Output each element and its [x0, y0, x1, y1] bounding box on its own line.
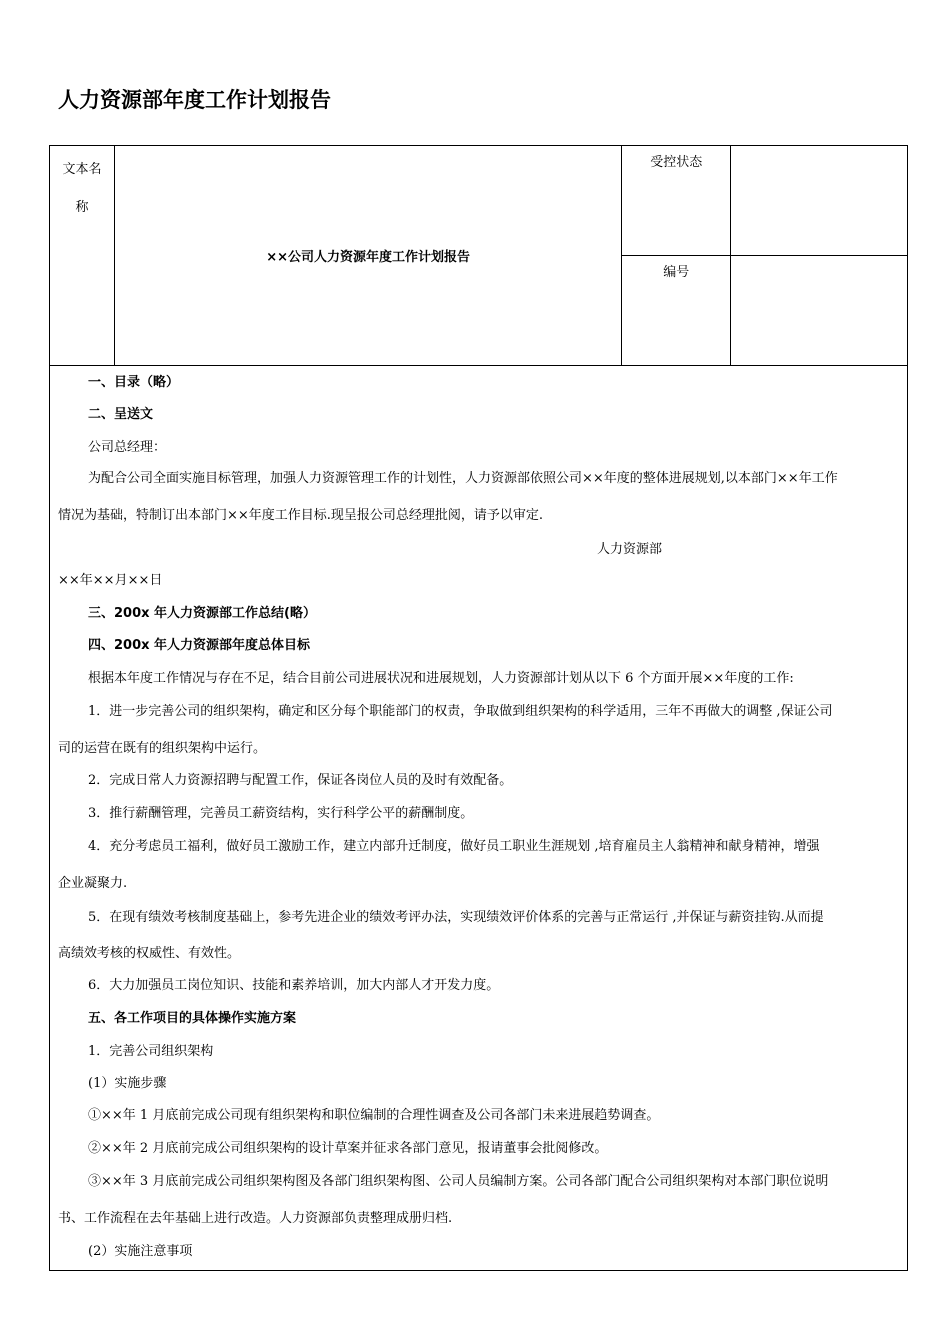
heading-toc: 一、目录（略）	[88, 375, 180, 390]
control-status-label-cell	[622, 146, 731, 256]
paragraph-line: 根据本年度工作情况与存在不足，结合目前公司进展状况和进展规划，人力资源部计划从以下 6 个方面开展××年度的工作:	[88, 671, 794, 686]
goal-item: 3．推行薪酬管理，完善员工薪资结构，实行科学公平的薪酬制度。	[88, 806, 474, 821]
goal-item: 1．进一步完善公司的组织架构，确定和区分每个职能部门的权责，争取做到组织架构的科学适用，三年不再做大的调整 ,保证公司	[88, 704, 833, 719]
heading-submission: 二、呈送文	[88, 407, 154, 422]
subheading: (1）实施步骤	[88, 1076, 167, 1091]
doc-name-label: 文本名称	[62, 162, 102, 215]
signature-date: ××年××月××日	[58, 573, 163, 588]
heading-goals: 四、200x 年人力资源部年度总体目标	[88, 638, 311, 653]
goal-item-continued: 司的运营在既有的组织架构中运行。	[58, 741, 267, 756]
goal-item: 6．大力加强员工岗位知识、技能和素养培训，加大内部人才开发力度。	[88, 978, 500, 993]
paragraph-line: 为配合公司全面实施目标管理，加强人力资源管理工作的计划性，人力资源部依照公司××年度的整体进展规划,以本部门××年工作	[88, 471, 838, 486]
step-item: ③××年 3 月底前完成公司组织架构图及各部门组织架构图、公司人员编制方案。公司各部门配合公司组织架构对本部门职位说明	[88, 1174, 829, 1189]
heading-summary: 三、200x 年人力资源部工作总结(略）	[88, 606, 316, 621]
goal-item: 5．在现有绩效考核制度基础上，参考先进企业的绩效考评办法，实现绩效评价体系的完善与正常运行 ,并保证与薪资挂钩.从而提	[88, 910, 824, 925]
step-item: ①××年 1 月底前完成公司现有组织架构和职位编制的合理性调查及公司各部门未来进展趋势调查。	[88, 1108, 660, 1123]
document-header-table	[49, 145, 908, 366]
goal-item-continued: 企业凝聚力.	[58, 876, 128, 891]
control-status-value-cell	[731, 146, 908, 256]
goal-item: 2．完成日常人力资源招聘与配置工作，保证各岗位人员的及时有效配备。	[88, 773, 513, 788]
subheading: 1．完善公司组织架构	[88, 1044, 214, 1059]
doc-name-value: ××公司人力资源年度工作计划报告	[266, 250, 471, 265]
signature-department: 人力资源部	[597, 542, 663, 557]
step-item-continued: 书、工作流程在去年基础上进行改造。人力资源部负责整理成册归档.	[58, 1211, 453, 1226]
number-label: 编号	[663, 265, 690, 280]
number-value-cell	[731, 256, 908, 366]
control-status-label: 受控状态	[650, 155, 703, 170]
goal-item: 4．充分考虑员工福利，做好员工激励工作，建立内部升迁制度，做好员工职业生涯规划 ,培育雇员主人翁精神和献身精神，增强	[88, 839, 820, 854]
subheading: (2）实施注意事项	[88, 1244, 193, 1259]
goal-item-continued: 高绩效考核的权威性、有效性。	[58, 946, 241, 961]
number-label-cell	[622, 256, 731, 366]
salutation: 公司总经理：	[88, 440, 167, 455]
heading-implementation: 五、各工作项目的具体操作实施方案	[88, 1011, 297, 1026]
page-title: 人力资源部年度工作计划报告	[58, 88, 331, 112]
step-item: ②××年 2 月底前完成公司组织架构的设计草案并征求各部门意见，报请董事会批阅修改。	[88, 1141, 608, 1156]
doc-name-label-cell	[50, 146, 115, 366]
paragraph-line: 情况为基础，特制订出本部门××年度工作目标.现呈报公司总经理批阅，请予以审定.	[58, 508, 544, 523]
doc-name-value-cell	[114, 146, 621, 366]
